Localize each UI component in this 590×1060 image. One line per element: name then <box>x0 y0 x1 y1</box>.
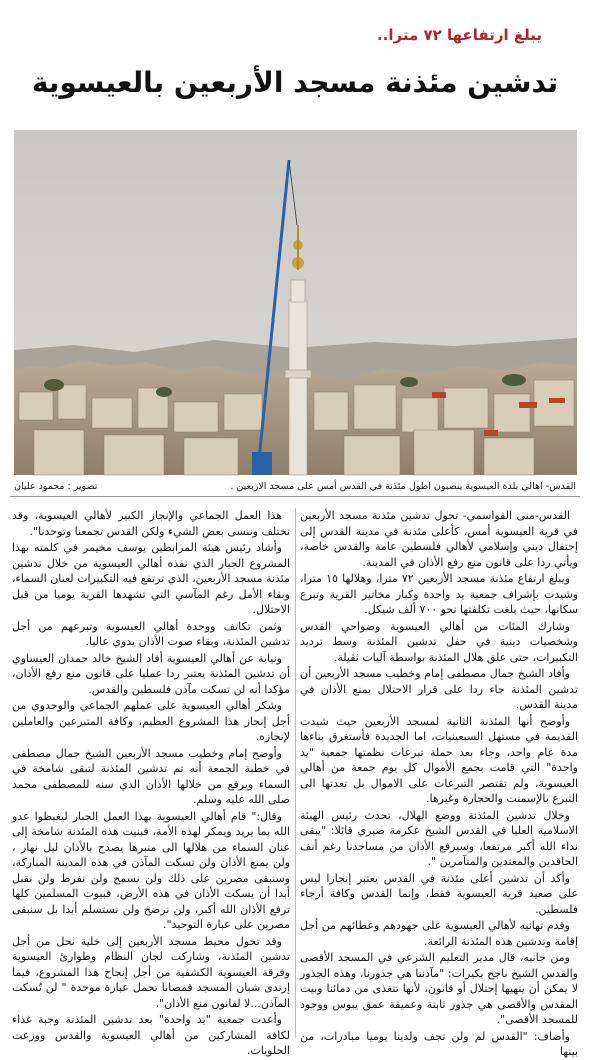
paragraph: وأشاد رئيس هيئة المرابطين يوسف مخيمر في كلمته بهذا المشروع الجبار الذي نفذه أهالي العيسوية من خلال تدشين مئذنة مسجد الأربعين، الذي ترتفع فيه التكبيرات لعنان السماء، وبقاء الأمل رغم المآسي التي تشهدها القرية يوميا من قبل الاحتلال. <box>12 541 290 616</box>
article-kicker: يبلغ ارتفاعها ٧٢ مترا.. <box>376 26 542 44</box>
photo-caption: القدس- اهالي بلدة العيسوية ينصبون اطول مئذنة في القدس أمس على مسجد الاربعين . <box>230 481 576 492</box>
article-column-left <box>12 508 290 1057</box>
paragraph: هذا العمل الجماعي والإنجاز الكبير لأهالي العيسوية، وقد نختلف وننسى بعض الشيء ولكن القدس تجمعنا وتوحدنا". <box>12 509 290 538</box>
paragraph: وأعدت جمعية "يد واحدة" بعد تدشين المئذنة وجبة غذاء لكافة المشاركين من أهالي العيسوية والقدس ووزعت الحلويات. <box>12 1013 290 1057</box>
paragraph: ومن جانبه، قال مدير التعليم الشرعي في المسجد الأقصى والقدس الشيخ ناجح بكيرات: "مآذننا هي جذورنا، وهذه الجذور لا يمكن أن ينهيها إحتلال أو قانون، لأنها تتغذى من دمائنا وبيت المقدس والأقصى هي جذور ثابتة وعميقة عمق يبوس ووجود للمسجد الأقصى". <box>300 951 578 1026</box>
article-column-right <box>300 508 578 1058</box>
paragraph: وخلال تدشين المئذنة ووضع الهلال، تحدث رئيس الهيئة الاسلامية العليا في القدس الشيخ عكرمة صبري قائلا: "يبقى نداء الله أكبر مرتفعا، وسيرفع الأذان من مساجدنا رغم أنف الحاقدين والمعتدين والمتآمرين ". <box>300 808 578 868</box>
paragraph: وشارك المئات من أهالي العيسوية وضواحي القدس وشخصيات دينية في حفل تدشين المئذنة وسط ترديد التكبيرات، حتى علق هلال المئذنة بواسطة آليات ثقيلة. <box>300 619 578 664</box>
paragraph: وقدم تهانيه لأهالي العيسوية على جهودهم وعطائهم من أجل إقامة وتدشين هذه المئذنة الرائعة. <box>300 919 578 948</box>
paragraph: وأفاد الشيخ جمال مصطفى إمام وخطيب مسجد الأربعين أن تدشين المئذنة جاء ردا على قرار الاحتلال بمنع الأذان في مدينة القدس. <box>300 667 578 711</box>
paragraph: وشكر أهالي العيسوية على عملهم الجماعي والوحدوي من أجل إنجاز هذا المشروع العظيم، وكافة المتبرعين والعاملين لإنجازه. <box>12 699 290 743</box>
paragraph: وقال:" قام أهالي العيسوية بهذا العمل الجبار ليغيظوا عدو الله بما يريد ويمكر لهذه الأمة، فبنيت هذه المئذنة شامخة إلى عنان السماء من هلالها الى منبرها يصدح بالأذان ليل نهار ، ولن يمنع الأذان ولن تسكت المآذن في هذه المدينة المباركة، وسنبقى مصرين على ذلك ولن نسمح ولن نفرط ولن نقبل أبدا أن يسكت الأذان في هذه الأرض، فبيوت المسلمين كلها ترفع الأذان الله أكبر، ولن نرضخ ولن نستسلم أبدا بل سنبقى مصرين على عبارة التوحيد". <box>12 809 290 931</box>
photo-credit: تصوير : محمود عليان <box>14 481 98 492</box>
paragraph: وأوضح أنها المئذنة الثانية لمسجد الأربعين حيث شيدت القديمة في مستهل السبعينيات، اما الجديدة فأستغرق بناءها مدة عام واحد، وجاء بعد حملة تبرعات نظمتها جمعية "يد واحدة" التي قامت بجمع الأموال كل يوم جمعة من أهالي العيسوية، ولم تقتصر التبرعات على الاموال بل تعدتها الى التبرع بالإسمنت والحجارة وغيرها. <box>300 714 578 805</box>
article-photo <box>14 130 577 475</box>
paragraph: وقد تحول محيط مسجد الأربعين إلى خلية نحل من أجل تدشين المئذنة، وشاركت لجان النظام وطوارئ العيسوية وفرقة العيسوية الكشفية من أجل إنجاح هذا المشروع، فيما إرتدى شبان المسجد قمصانا تحمل عبارة موحدة " لن تُسكت المآذن...لا لقانون منع الأذان". <box>12 934 290 1010</box>
paragraph: ويبلغ ارتفاع مئذنة مسجد الأربعين ٧٢ مترا، وهلالها ١٥ مترا، وشيدت بإشراف جمعية يد واحدة وكبار مخاتير القرية وتبرع سكانها، حيث بلغت تكلفتها نحو ٧٠٠ ألف شيكل. <box>300 572 578 616</box>
paragraph: القدس-منى القواسمي- تحول تدشين مئذنة مسجد الأربعين في قرية العيسوية أمس، كأعلى مئذنة في مدينة القدس إلى إحتفال ديني وإسلامي لأهالي فلسطين عامة والقدس خاصة، ويأتي ردا على قانون منع رفع الأذان في المدينة. <box>300 509 578 569</box>
photo-caption-bar <box>10 478 580 497</box>
paragraph: وأوضح إمام وخطيب مسجد الأربعين الشيخ جمال مصطفى في خطبة الجمعة أنه تم تدشين المئذنة لتبقى شامخة في السماء ويرفع من خلالها الأذان الذي سنه للمصطفى محمد صلى الله عليه وسلم. <box>12 746 290 806</box>
article-headline: تدشين مئذنة مسجد الأربعين بالعيسوية <box>31 66 559 99</box>
paragraph: ونيابة عن أهالي العيسوية أفاد الشيخ خالد حمدان العيساوي أن تدشين المئذنة يعتبر ردا عمليا على قانون منع رفع الأذان، مؤكدا أنه لن تسكت مآذن فلسطين والقدس. <box>12 651 290 696</box>
paragraph: وأكد أن تدشين أعلى مئذنة في القدس يعتبر إنجازا ليس على صعيد قرية العيسوية فقط، وإنما القدس وكافة أرجاء فلسطين. <box>300 871 578 916</box>
paragraph: وأضاف: "القدس لم ولن تجف ولدينا يوميا مبادرات، من بينها <box>300 1029 578 1058</box>
paragraph: وثمن تكاتف ووحدة أهالي العيسوية وتبرعهم من أجل تدشين المئذنة، وبقاء صوت الأذان يدوي عاليا. <box>12 619 290 648</box>
column-divider <box>295 508 296 1038</box>
